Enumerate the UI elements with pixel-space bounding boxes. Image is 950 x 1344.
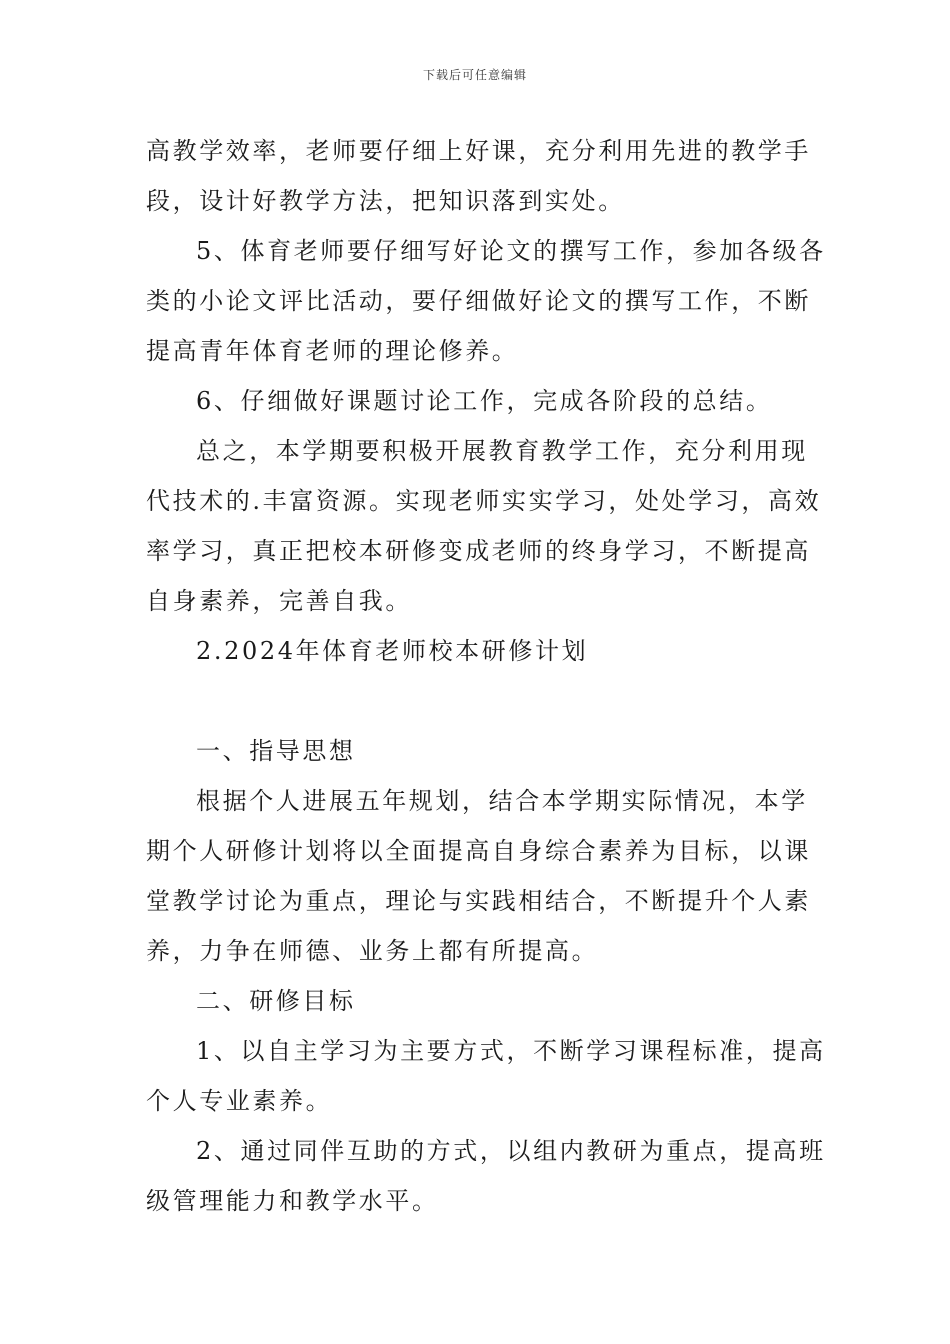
section-heading: 二、研修目标: [196, 987, 356, 1015]
paragraph-line: 高教学效率，老师要仔细上好课，充分利用先进的教学手: [146, 137, 811, 165]
paragraph-line: 个人专业素养。: [146, 1087, 333, 1115]
page-header: 下载后可任意编辑: [422, 68, 527, 82]
paragraph-line: 2、通过同伴互助的方式，以组内教研为重点，提高班: [196, 1137, 826, 1165]
paragraph-line: 自身素养，完善自我。: [146, 587, 412, 615]
blank-line: [146, 676, 806, 726]
section-heading: 一、指导思想: [196, 737, 356, 765]
paragraph-line: 率学习，真正把校本研修变成老师的终身学习，不断提高: [146, 537, 811, 565]
paragraph-line: 总之，本学期要积极开展教育教学工作，充分利用现: [196, 437, 808, 465]
paragraph-line: 级管理能力和教学水平。: [146, 1187, 439, 1215]
paragraph-line: 段，设计好教学方法，把知识落到实处。: [146, 187, 625, 215]
document-body: [146, 126, 826, 1226]
paragraph-line: 根据个人进展五年规划，结合本学期实际情况，本学: [196, 787, 808, 815]
paragraph-line: 代技术的.丰富资源。实现老师实实学习，处处学习，高效: [146, 487, 822, 515]
paragraph-line: 5、体育老师要仔细写好论文的撰写工作，参加各级各: [196, 237, 826, 265]
paragraph-line: 1、以自主学习为主要方式，不断学习课程标准，提高: [196, 1037, 826, 1065]
paragraph-line: 6、仔细做好课题讨论工作，完成各阶段的总结。: [196, 387, 773, 415]
paragraph-line: 期个人研修计划将以全面提高自身综合素养为目标，以课: [146, 837, 811, 865]
paragraph-line: 养，力争在师德、业务上都有所提高。: [146, 937, 599, 965]
paragraph-line: 类的小论文评比活动，要仔细做好论文的撰写工作，不断: [146, 287, 811, 315]
paragraph-line: 提高青年体育老师的理论修养。: [146, 337, 519, 365]
paragraph-line: 堂教学讨论为重点，理论与实践相结合，不断提升个人素: [146, 887, 811, 915]
section-title: 2.2024年体育老师校本研修计划: [196, 637, 589, 665]
